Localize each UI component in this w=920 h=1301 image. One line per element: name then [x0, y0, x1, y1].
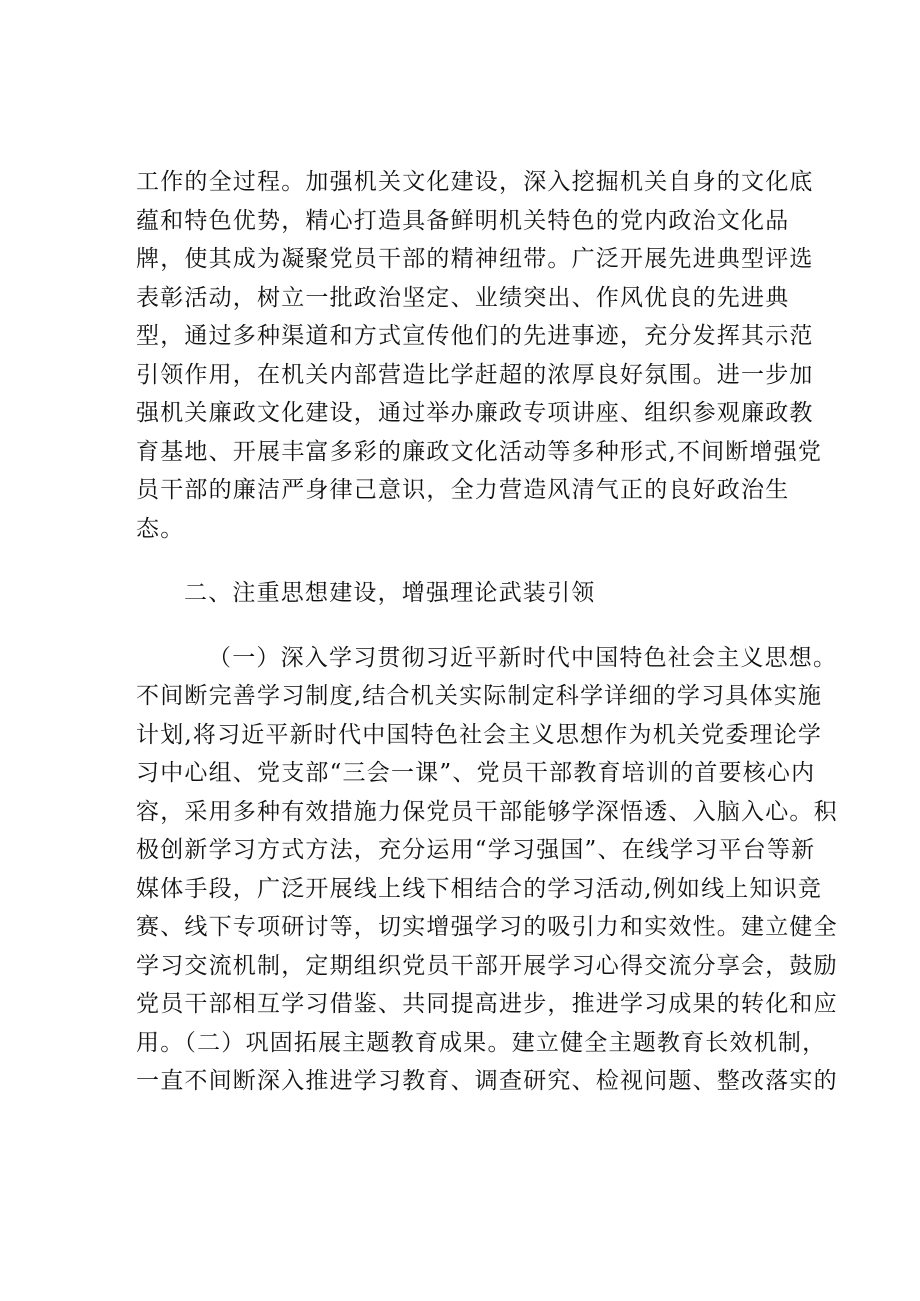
- text-line: 用。（二）巩固拓展主题教育成果。建立健全主题教育长效机制，: [136, 1029, 827, 1056]
- subsection-heading-line: （一）深入学习贯彻习近平新时代中国特色社会主义思想。: [208, 644, 838, 671]
- text-line: 不间断完善学习制度,结合机关实际制定科学详细的学习具体实施: [136, 683, 823, 709]
- text-line: 工作的全过程。加强机关文化建设，深入挖掘机关自身的文化底: [136, 169, 814, 195]
- section-heading: 二、注重思想建设，增强理论武装引领: [184, 580, 596, 606]
- text-line: 一直不间断深入推进学习教育、调查研究、检视问题、整改落实的: [136, 1068, 838, 1094]
- text-line: 极创新学习方式方法，充分运用“学习强国”、在线学习平台等新: [136, 837, 816, 863]
- document-body: [136, 163, 838, 1101]
- text-line: 党员干部相互学习借鉴、共同提高进步，推进学习成果的转化和应: [136, 991, 838, 1017]
- text-line: 蕴和特色优势，精心打造具备鲜明机关特色的党内政治文化品: [136, 207, 790, 234]
- text-line: 习中心组、党支部“三会一课”、党员干部教育培训的首要核心内: [136, 760, 816, 786]
- text-line: 态。: [136, 515, 185, 542]
- text-line: 牌，使其成为凝聚党员干部的精神纽带。广泛开展先进典型评选: [136, 246, 814, 272]
- text-line: 表彰活动，树立一批政治坚定、业绩突出、作风优良的先进典: [136, 284, 790, 311]
- text-line: 育基地、开展丰富多彩的廉政文化活动等多种形式,不间断增强党: [136, 438, 823, 465]
- paragraph-gap: [136, 548, 806, 574]
- text-line: 型，通过多种渠道和方式宣传他们的先进事迹，充分发挥其示范: [136, 323, 814, 349]
- text-line: 员干部的廉洁严身律己意识，全力营造风清气正的良好政治生: [136, 477, 790, 503]
- text-line: 容，采用多种有效措施力保党员干部能够学深悟透、入脑入心。积: [136, 798, 838, 825]
- paragraph-theory-study: [136, 639, 838, 1101]
- paragraph-party-culture: [136, 163, 823, 548]
- text-line: 媒体手段，广泛开展线上线下相结合的学习活动,例如线上知识竞: [136, 875, 823, 902]
- paragraph-gap: [136, 613, 806, 639]
- text-line: 学习交流机制，定期组织党员干部开展学习心得交流分享会，鼓励: [136, 952, 838, 979]
- text-line: 赛、线下专项研讨等，切实增强学习的吸引力和实效性。建立健全: [136, 914, 838, 940]
- text-line: 引领作用，在机关内部营造比学赶超的浓厚良好氛围。进一步加: [136, 361, 814, 388]
- text-line: 强机关廉政文化建设，通过举办廉政专项讲座、组织参观廉政教: [136, 400, 814, 426]
- text-line: 计划,将习近平新时代中国特色社会主义思想作为机关党委理论学: [136, 721, 823, 748]
